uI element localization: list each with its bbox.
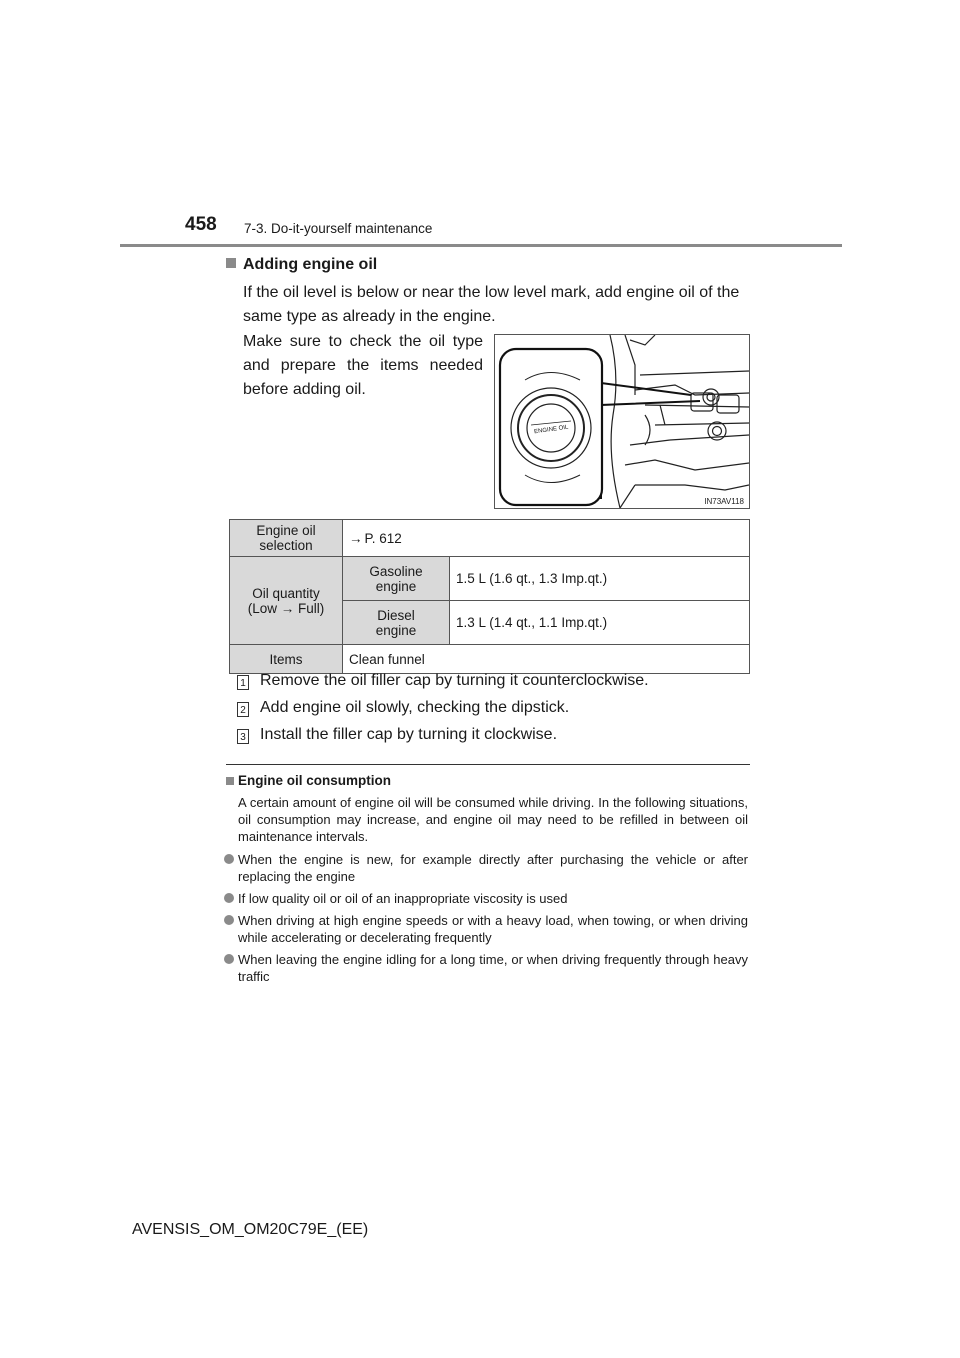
gasoline-label-2: engine [375,578,417,594]
list-item [224,851,748,885]
list-item [224,912,748,946]
table-header-cell [343,557,450,601]
list-item [224,890,748,907]
bullet-text: When driving at high engine speeds or with a heavy load, when towing, or when driving while accelerating or decelerating frequently [238,913,748,945]
heading-text: Adding engine oil [243,256,378,273]
figure-code: IN73AV118 [704,497,744,506]
engine-bay-illustration [495,335,749,508]
intro-paragraph: If the oil level is below or near the low level mark, add engine oil of the same type as already in the engine. [243,284,740,325]
header-rule [120,244,842,247]
oil-quantity-label: Oil quantity [252,585,320,601]
table-header-cell [230,557,343,645]
gasoline-label: Gasoline [369,563,423,579]
step-number: 1 [237,675,249,690]
engine-oil-cap-illustration [494,334,750,509]
oil-spec-table [229,519,750,674]
info-heading-text: Engine oil consumption [238,773,391,788]
table-cell: Clean funnel [343,645,750,674]
cap-label: ENGINE OIL [533,424,569,436]
list-item [224,951,748,985]
square-bullet-icon [226,258,236,268]
table-header-cell: Items [230,645,343,674]
info-bullet-list [224,851,748,990]
bullet-dot-icon [224,915,234,925]
table-header-cell [343,601,450,645]
table-cell: 1.3 L (1.4 qt., 1.1 Imp.qt.) [450,601,750,645]
bullet-text: When the engine is new, for example directly after purchasing the vehicle or after replacing the engine [238,852,748,884]
bullet-dot-icon [224,954,234,964]
bullet-dot-icon [224,854,234,864]
info-divider [226,764,750,765]
arrow-right-icon: → [349,530,363,546]
page-number: 458 [185,214,217,235]
table-row [230,645,750,674]
bullet-dot-icon [224,893,234,903]
diesel-label: Diesel [377,607,415,623]
table-header-cell: Engine oil selection [230,520,343,557]
info-body: A certain amount of engine oil will be consumed while driving. In the following situations, oil consumption may increase, and engine oil may need to be refilled in between oil maintenance intervals. [238,795,748,844]
document-id: AVENSIS_OM_OM20C79E_(EE) [132,1221,369,1238]
table-cell [343,520,750,557]
info-heading [226,773,391,788]
diesel-label-2: engine [375,622,417,638]
step-number: 2 [237,702,249,717]
step-text: Add engine oil slowly, checking the dipstick. [260,699,570,716]
square-bullet-icon [226,777,234,785]
section-title: 7-3. Do-it-yourself maintenance [244,221,433,236]
table-row [230,520,750,557]
note-paragraph: Make sure to check the oil type and prepare the items needed before adding oil. [243,333,483,398]
bullet-text: If low quality oil or oil of an inappropriate viscosity is used [238,891,568,906]
oil-quantity-range-start: (Low [247,600,277,616]
page-reference-link[interactable]: P. 612 [364,530,402,546]
section-heading [226,256,377,274]
step-text: Remove the oil filler cap by turning it counterclockwise. [260,672,649,689]
table-row [230,557,750,601]
oil-quantity-range-end: Full) [298,600,325,616]
step-text: Install the filler cap by turning it clockwise. [260,726,558,743]
bullet-text: When leaving the engine idling for a long time, or when driving frequently through heavy traffic [238,952,748,984]
step-number: 3 [237,729,249,744]
table-cell: 1.5 L (1.6 qt., 1.3 Imp.qt.) [450,557,750,601]
arrow-right-icon: → [280,600,295,616]
